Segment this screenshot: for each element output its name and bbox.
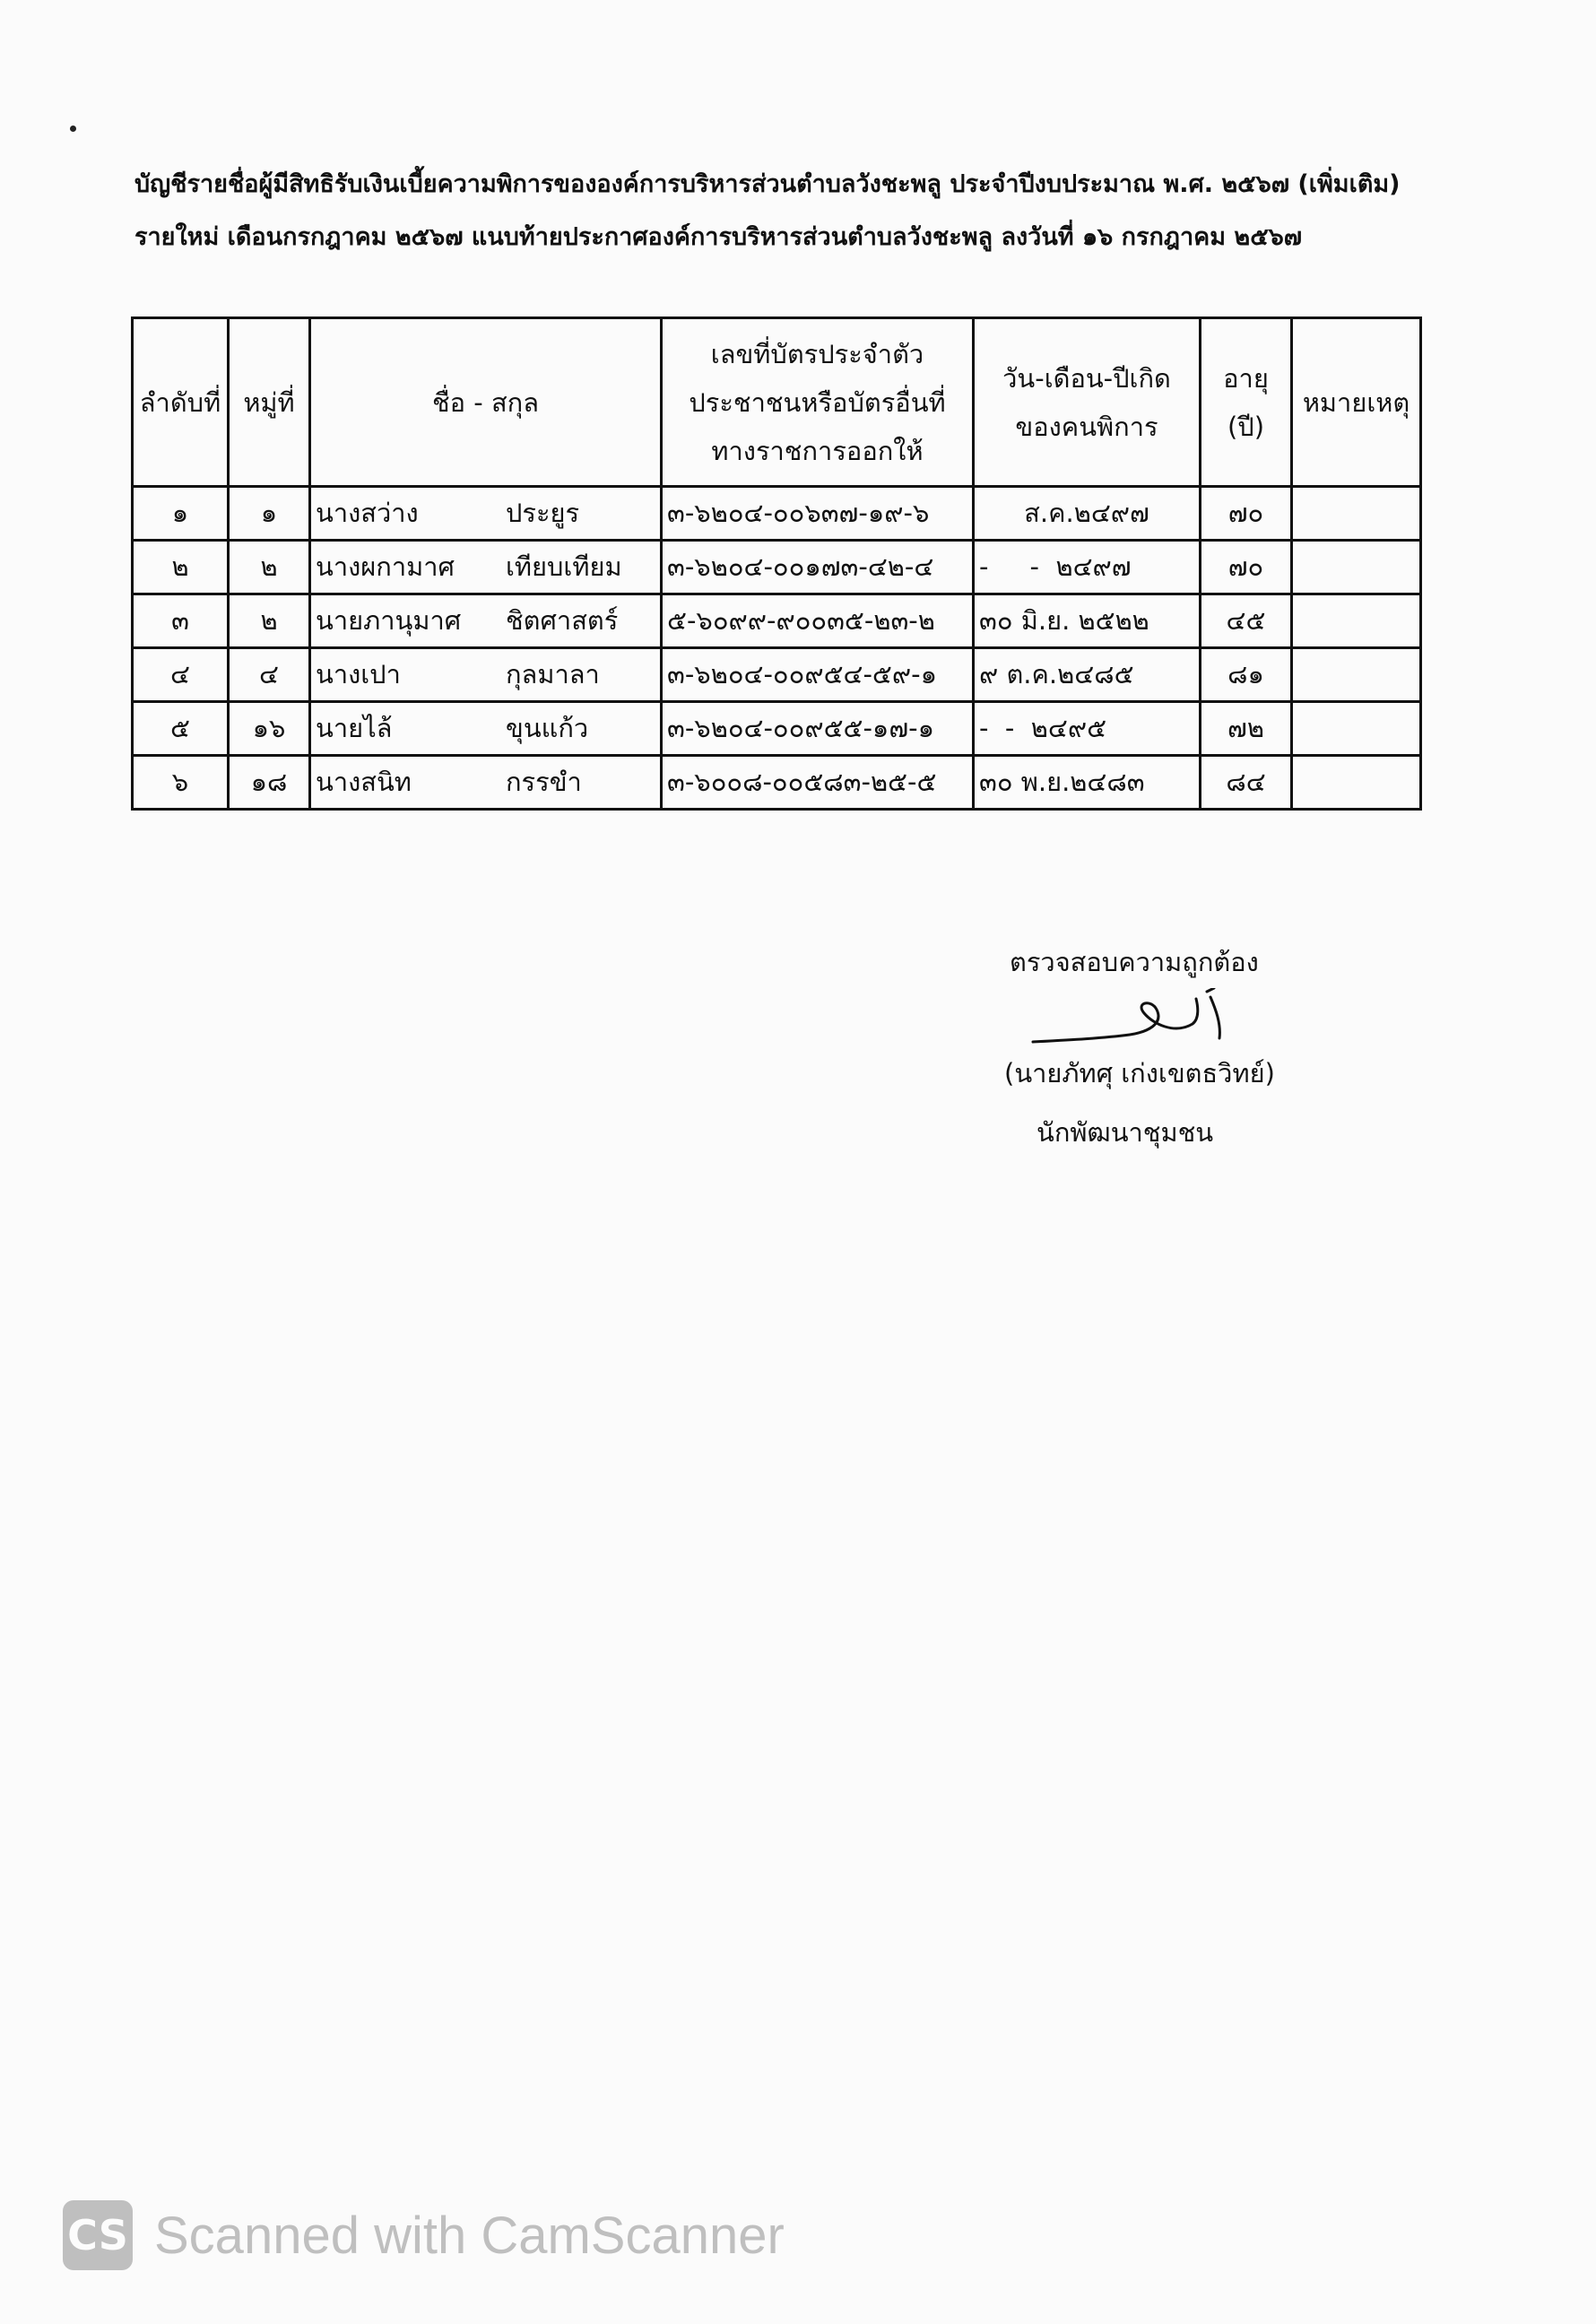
header-id-card-line2: ประชาชนหรือบัตรอื่นที่ xyxy=(689,386,946,418)
cell-first-name: นางสนิท xyxy=(316,767,412,797)
cell-order: ๒ xyxy=(133,541,229,594)
cell-order: ๕ xyxy=(133,702,229,756)
cell-age: ๗๒ xyxy=(1201,702,1292,756)
cell-id-card: ๓-๖๒๐๔-๐๐๑๗๓-๔๒-๔ xyxy=(662,541,974,594)
cell-village: ๑๘ xyxy=(229,756,310,810)
cell-name xyxy=(310,594,662,648)
table-header-row xyxy=(133,318,1421,487)
cell-dob: ส.ค.๒๔๙๗ xyxy=(974,487,1201,541)
header-age xyxy=(1201,318,1292,487)
cell-remark xyxy=(1292,702,1421,756)
beneficiary-table xyxy=(131,317,1422,811)
cell-name xyxy=(310,702,662,756)
cell-age: ๘๔ xyxy=(1201,756,1292,810)
cell-order: ๔ xyxy=(133,648,229,702)
cell-remark xyxy=(1292,541,1421,594)
cell-first-name: นายภานุมาศ xyxy=(316,605,462,636)
cell-village: ๔ xyxy=(229,648,310,702)
cell-dob: ๓๐ มิ.ย. ๒๕๒๒ xyxy=(974,594,1201,648)
cell-last-name: เทียบเทียม xyxy=(506,551,622,582)
table-row xyxy=(133,594,1421,648)
signatory-name: (นายภัทศุ เก่งเขตธวิทย์) xyxy=(1004,1058,1275,1088)
table-row xyxy=(133,541,1421,594)
header-order: ลำดับที่ xyxy=(133,318,229,487)
header-remark: หมายเหตุ xyxy=(1292,318,1421,487)
cell-id-card: ๕-๖๐๙๙-๙๐๐๓๕-๒๓-๒ xyxy=(662,594,974,648)
header-name: ชื่อ - สกุล xyxy=(310,318,662,487)
header-age-line1: อายุ xyxy=(1223,362,1269,394)
watermark-text: Scanned with CamScanner xyxy=(154,2206,785,2265)
cell-dob: - - ๒๔๙๗ xyxy=(974,541,1201,594)
cell-village: ๒ xyxy=(229,594,310,648)
cell-village: ๑๖ xyxy=(229,702,310,756)
header-id-card xyxy=(662,318,974,487)
cell-order: ๓ xyxy=(133,594,229,648)
cell-remark xyxy=(1292,756,1421,810)
camscanner-logo-icon: CS xyxy=(63,2200,133,2270)
cell-order: ๖ xyxy=(133,756,229,810)
cell-id-card: ๓-๖๒๐๔-๐๐๖๓๗-๑๙-๖ xyxy=(662,487,974,541)
cell-last-name: กุลมาลา xyxy=(506,659,600,689)
document-heading-line1: บัญชีรายชื่อผู้มีสิทธิรับเงินเบี้ยความพิการขององค์การบริหารส่วนตำบลวังชะพลู ประจำปีงบประมาณ พ.ศ. ๒๕๖๗ (เพิ่มเติม) xyxy=(134,170,1401,198)
cell-first-name: นางผกามาศ xyxy=(316,551,455,582)
cell-remark xyxy=(1292,648,1421,702)
header-dob-line2: ของคนพิการ xyxy=(1015,411,1158,442)
cell-order: ๑ xyxy=(133,487,229,541)
header-dob xyxy=(974,318,1201,487)
table-row xyxy=(133,756,1421,810)
cell-first-name: นางสว่าง xyxy=(316,498,419,528)
cell-dob: ๓๐ พ.ย.๒๔๘๓ xyxy=(974,756,1201,810)
cell-dob: ๙ ต.ค.๒๔๘๕ xyxy=(974,648,1201,702)
cell-name xyxy=(310,487,662,541)
cell-last-name: กรรขำ xyxy=(506,767,582,797)
signature-check-label: ตรวจสอบความถูกต้อง xyxy=(1010,947,1259,977)
cell-name xyxy=(310,541,662,594)
cell-last-name: ประยูร xyxy=(506,498,580,528)
cell-id-card: ๓-๖๒๐๔-๐๐๙๕๕-๑๗-๑ xyxy=(662,702,974,756)
handwritten-signature xyxy=(1031,988,1264,1051)
cell-remark xyxy=(1292,487,1421,541)
cell-name xyxy=(310,756,662,810)
cell-remark xyxy=(1292,594,1421,648)
document-heading-line2: รายใหม่ เดือนกรกฎาคม ๒๕๖๗ แนบท้ายประกาศองค์การบริหารส่วนตำบลวังชะพลู ลงวันที่ ๑๖ กรกฎาคม ๒๕๖๗ xyxy=(134,223,1303,251)
cell-first-name: นายไล้ xyxy=(316,713,393,743)
cell-age: ๗๐ xyxy=(1201,487,1292,541)
header-age-line2: (ปี) xyxy=(1227,411,1265,442)
table-row xyxy=(133,702,1421,756)
signatory-position: นักพัฒนาชุมชน xyxy=(1037,1117,1214,1148)
cell-last-name: ขุนแก้ว xyxy=(506,713,589,743)
cell-name xyxy=(310,648,662,702)
cell-last-name: ชิตศาสตร์ xyxy=(506,605,619,636)
cell-id-card: ๓-๖๒๐๔-๐๐๙๕๔-๕๙-๑ xyxy=(662,648,974,702)
table-row xyxy=(133,487,1421,541)
cell-village: ๑ xyxy=(229,487,310,541)
cell-age: ๔๕ xyxy=(1201,594,1292,648)
header-id-card-line3: ทางราชการออกให้ xyxy=(711,435,924,466)
cell-first-name: นางเปา xyxy=(316,659,401,689)
camscanner-watermark xyxy=(63,2199,785,2271)
cell-age: ๘๑ xyxy=(1201,648,1292,702)
cell-dob: - - ๒๔๙๕ xyxy=(974,702,1201,756)
header-village: หมู่ที่ xyxy=(229,318,310,487)
cell-id-card: ๓-๖๐๐๘-๐๐๕๘๓-๒๕-๕ xyxy=(662,756,974,810)
cell-village: ๒ xyxy=(229,541,310,594)
table-row xyxy=(133,648,1421,702)
stray-mark xyxy=(70,126,76,132)
header-id-card-line1: เลขที่บัตรประจำตัว xyxy=(710,338,924,369)
header-dob-line1: วัน-เดือน-ปีเกิด xyxy=(1002,362,1171,394)
cell-age: ๗๐ xyxy=(1201,541,1292,594)
